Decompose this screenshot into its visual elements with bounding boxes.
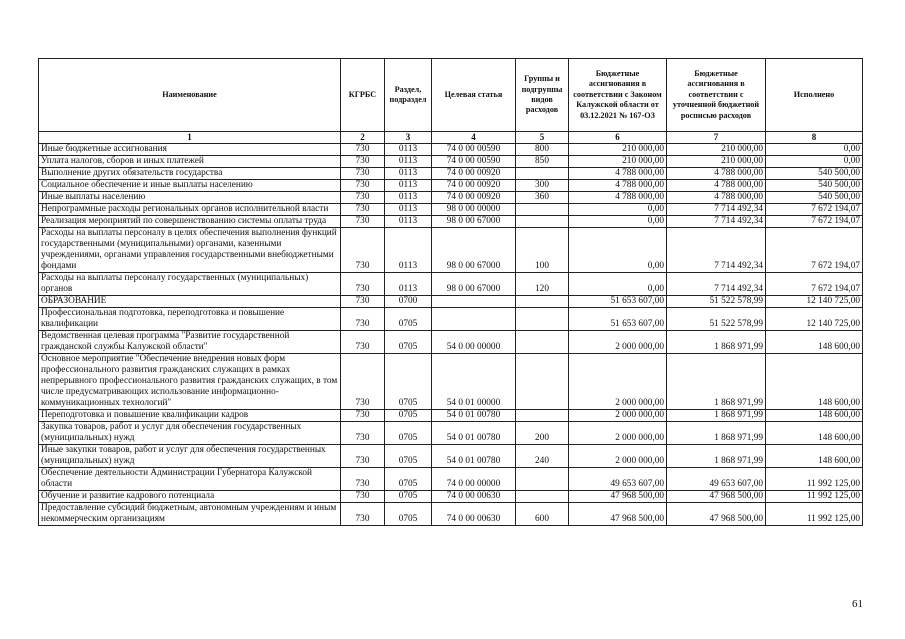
table-row	[39, 156, 863, 168]
table-row	[39, 228, 863, 273]
row-law-allocation: 51 653 607,00	[569, 296, 667, 308]
row-kgrbs: 730	[341, 296, 385, 308]
row-target-article: 98 0 00 00000	[432, 204, 516, 216]
row-law-allocation: 210 000,00	[569, 156, 667, 168]
header-row	[39, 59, 863, 132]
row-law-allocation: 49 653 607,00	[569, 468, 667, 491]
row-expense-type: 240	[516, 445, 569, 468]
row-expense-type: 850	[516, 156, 569, 168]
row-executed: 7 672 194,07	[766, 273, 863, 296]
row-executed: 148 600,00	[766, 422, 863, 445]
row-revised-allocation: 51 522 578,99	[667, 296, 766, 308]
row-name: ОБРАЗОВАНИЕ	[39, 296, 341, 308]
column-number-row	[39, 132, 863, 144]
row-expense-type: 300	[516, 180, 569, 192]
row-target-article: 54 0 01 00780	[432, 410, 516, 422]
row-target-article: 54 0 01 00000	[432, 354, 516, 410]
row-target-article	[432, 296, 516, 308]
row-executed: 12 140 725,00	[766, 308, 863, 331]
row-revised-allocation: 1 868 971,99	[667, 422, 766, 445]
row-expense-type	[516, 216, 569, 228]
row-executed: 0,00	[766, 156, 863, 168]
row-executed: 148 600,00	[766, 410, 863, 422]
row-kgrbs: 730	[341, 168, 385, 180]
header-target-article: Целевая статья	[432, 59, 516, 132]
row-law-allocation: 2 000 000,00	[569, 331, 667, 354]
row-revised-allocation: 7 714 492,34	[667, 216, 766, 228]
table-row	[39, 422, 863, 445]
row-section: 0705	[385, 410, 432, 422]
header-law-allocation: Бюджетные ассигнования в соответствии с Законом Калужской области от 03.12.2021 № 167-ОЗ	[569, 59, 667, 132]
column-number: 6	[569, 132, 667, 144]
table-row	[39, 308, 863, 331]
row-expense-type	[516, 410, 569, 422]
row-section: 0705	[385, 308, 432, 331]
page-number: 61	[852, 598, 863, 610]
row-name: Обеспечение деятельности Администрации Губернатора Калужской области	[39, 468, 341, 491]
row-revised-allocation: 1 868 971,99	[667, 410, 766, 422]
row-target-article: 54 0 01 00780	[432, 422, 516, 445]
row-law-allocation: 2 000 000,00	[569, 410, 667, 422]
row-kgrbs: 730	[341, 491, 385, 503]
row-law-allocation: 0,00	[569, 228, 667, 273]
row-revised-allocation: 4 788 000,00	[667, 192, 766, 204]
row-revised-allocation: 47 968 500,00	[667, 503, 766, 526]
row-name: Профессиональная подготовка, переподготовка и повышение квалификации	[39, 308, 341, 331]
row-executed: 540 500,00	[766, 180, 863, 192]
row-section: 0113	[385, 204, 432, 216]
header-section: Раздел, подраздел	[385, 59, 432, 132]
table-row	[39, 180, 863, 192]
row-revised-allocation: 210 000,00	[667, 144, 766, 156]
row-revised-allocation: 49 653 607,00	[667, 468, 766, 491]
row-expense-type	[516, 296, 569, 308]
row-section: 0113	[385, 144, 432, 156]
row-kgrbs: 730	[341, 422, 385, 445]
row-section: 0705	[385, 422, 432, 445]
row-revised-allocation: 210 000,00	[667, 156, 766, 168]
table-row	[39, 296, 863, 308]
row-name: Иные выплаты населению	[39, 192, 341, 204]
row-section: 0705	[385, 468, 432, 491]
row-kgrbs: 730	[341, 410, 385, 422]
row-revised-allocation: 1 868 971,99	[667, 331, 766, 354]
row-kgrbs: 730	[341, 144, 385, 156]
row-name: Уплата налогов, сборов и иных платежей	[39, 156, 341, 168]
row-law-allocation: 2 000 000,00	[569, 445, 667, 468]
row-target-article: 74 0 00 00920	[432, 180, 516, 192]
row-expense-type: 360	[516, 192, 569, 204]
row-section: 0113	[385, 192, 432, 204]
column-number: 1	[39, 132, 341, 144]
row-target-article: 74 0 00 00920	[432, 168, 516, 180]
table-row	[39, 445, 863, 468]
row-target-article	[432, 308, 516, 331]
row-section: 0113	[385, 273, 432, 296]
row-expense-type: 200	[516, 422, 569, 445]
row-kgrbs: 730	[341, 216, 385, 228]
row-executed: 540 500,00	[766, 192, 863, 204]
row-target-article: 98 0 00 67000	[432, 273, 516, 296]
row-kgrbs: 730	[341, 445, 385, 468]
budget-table-page	[38, 58, 862, 526]
row-law-allocation: 2 000 000,00	[569, 354, 667, 410]
row-expense-type	[516, 331, 569, 354]
row-section: 0705	[385, 331, 432, 354]
row-section: 0113	[385, 156, 432, 168]
row-name: Социальное обеспечение и иные выплаты населению	[39, 180, 341, 192]
row-name: Ведомственная целевая программа "Развитие государственной гражданской службы Калужской области"	[39, 331, 341, 354]
table-row	[39, 204, 863, 216]
table-row	[39, 273, 863, 296]
row-section: 0113	[385, 228, 432, 273]
row-name: Реализация мероприятий по совершенствованию системы оплаты труда	[39, 216, 341, 228]
table-row	[39, 503, 863, 526]
row-name: Предоставление субсидий бюджетным, автономным учреждениям и иным некоммерческим организациям	[39, 503, 341, 526]
row-kgrbs: 730	[341, 228, 385, 273]
column-number: 8	[766, 132, 863, 144]
row-executed: 7 672 194,07	[766, 228, 863, 273]
row-name: Расходы на выплаты персоналу государственных (муниципальных) органов	[39, 273, 341, 296]
column-number: 3	[385, 132, 432, 144]
row-law-allocation: 47 968 500,00	[569, 503, 667, 526]
table-row	[39, 410, 863, 422]
row-target-article: 98 0 00 67000	[432, 228, 516, 273]
budget-table	[38, 58, 863, 526]
row-kgrbs: 730	[341, 273, 385, 296]
row-kgrbs: 730	[341, 503, 385, 526]
row-revised-allocation: 7 714 492,34	[667, 204, 766, 216]
row-expense-type: 600	[516, 503, 569, 526]
row-expense-type: 800	[516, 144, 569, 156]
row-revised-allocation: 1 868 971,99	[667, 445, 766, 468]
row-section: 0705	[385, 445, 432, 468]
row-law-allocation: 0,00	[569, 273, 667, 296]
row-executed: 7 672 194,07	[766, 216, 863, 228]
table-row	[39, 144, 863, 156]
row-executed: 11 992 125,00	[766, 503, 863, 526]
row-section: 0700	[385, 296, 432, 308]
row-law-allocation: 0,00	[569, 204, 667, 216]
column-number: 2	[341, 132, 385, 144]
row-law-allocation: 47 968 500,00	[569, 491, 667, 503]
row-expense-type: 100	[516, 228, 569, 273]
column-number: 5	[516, 132, 569, 144]
row-expense-type	[516, 354, 569, 410]
row-revised-allocation: 1 868 971,99	[667, 354, 766, 410]
row-section: 0705	[385, 491, 432, 503]
row-expense-type	[516, 204, 569, 216]
row-target-article: 54 0 01 00780	[432, 445, 516, 468]
row-law-allocation: 0,00	[569, 216, 667, 228]
row-section: 0113	[385, 216, 432, 228]
header-kgrbs: КГРБС	[341, 59, 385, 132]
row-revised-allocation: 4 788 000,00	[667, 168, 766, 180]
table-row	[39, 491, 863, 503]
row-executed: 148 600,00	[766, 445, 863, 468]
row-law-allocation: 4 788 000,00	[569, 180, 667, 192]
row-name: Непрограммные расходы региональных органов исполнительной власти	[39, 204, 341, 216]
row-section: 0113	[385, 180, 432, 192]
row-executed: 7 672 194,07	[766, 204, 863, 216]
row-kgrbs: 730	[341, 156, 385, 168]
row-kgrbs: 730	[341, 468, 385, 491]
column-number: 7	[667, 132, 766, 144]
row-section: 0705	[385, 354, 432, 410]
header-executed: Исполнено	[766, 59, 863, 132]
row-target-article: 74 0 00 00920	[432, 192, 516, 204]
table-row	[39, 216, 863, 228]
table-row	[39, 331, 863, 354]
row-expense-type: 120	[516, 273, 569, 296]
row-revised-allocation: 51 522 578,99	[667, 308, 766, 331]
table-row	[39, 354, 863, 410]
table-row	[39, 468, 863, 491]
row-target-article: 74 0 00 00630	[432, 491, 516, 503]
row-name: Расходы на выплаты персоналу в целях обеспечения выполнения функций государственными (муниципальными) органами, казенными учреждениями, органами управления государственными внебюджетными фондами	[39, 228, 341, 273]
row-executed: 12 140 725,00	[766, 296, 863, 308]
row-executed: 540 500,00	[766, 168, 863, 180]
row-revised-allocation: 4 788 000,00	[667, 180, 766, 192]
row-section: 0705	[385, 503, 432, 526]
row-name: Иные закупки товаров, работ и услуг для обеспечения государственных (муниципальных) нужд	[39, 445, 341, 468]
row-expense-type	[516, 308, 569, 331]
header-revised-allocation: Бюджетные ассигнования в соответствии с уточненной бюджетной росписью расходов	[667, 59, 766, 132]
row-section: 0113	[385, 168, 432, 180]
row-law-allocation: 4 788 000,00	[569, 192, 667, 204]
row-kgrbs: 730	[341, 192, 385, 204]
row-executed: 148 600,00	[766, 331, 863, 354]
row-target-article: 74 0 00 00590	[432, 144, 516, 156]
row-law-allocation: 4 788 000,00	[569, 168, 667, 180]
row-name: Закупка товаров, работ и услуг для обеспечения государственных (муниципальных) нужд	[39, 422, 341, 445]
row-expense-type	[516, 168, 569, 180]
row-kgrbs: 730	[341, 180, 385, 192]
row-name: Переподготовка и повышение квалификации кадров	[39, 410, 341, 422]
row-target-article: 74 0 00 00000	[432, 468, 516, 491]
row-kgrbs: 730	[341, 204, 385, 216]
row-target-article: 74 0 00 00590	[432, 156, 516, 168]
row-revised-allocation: 7 714 492,34	[667, 228, 766, 273]
row-law-allocation: 210 000,00	[569, 144, 667, 156]
row-executed: 11 992 125,00	[766, 468, 863, 491]
row-kgrbs: 730	[341, 331, 385, 354]
row-kgrbs: 730	[341, 354, 385, 410]
row-revised-allocation: 7 714 492,34	[667, 273, 766, 296]
row-expense-type	[516, 468, 569, 491]
row-name: Обучение и развитие кадрового потенциала	[39, 491, 341, 503]
row-revised-allocation: 47 968 500,00	[667, 491, 766, 503]
row-law-allocation: 51 653 607,00	[569, 308, 667, 331]
row-executed: 0,00	[766, 144, 863, 156]
table-row	[39, 168, 863, 180]
header-expense-type: Группы и подгруппы видов расходов	[516, 59, 569, 132]
row-name: Основное мероприятие "Обеспечение внедрения новых форм профессионального развития гражданских служащих в рамках непрерывного профессионального развития гражданских служащих, в том числе предусматривающих использование информационно-коммуникационных технологий"	[39, 354, 341, 410]
row-kgrbs: 730	[341, 308, 385, 331]
row-law-allocation: 2 000 000,00	[569, 422, 667, 445]
column-number: 4	[432, 132, 516, 144]
row-target-article: 74 0 00 00630	[432, 503, 516, 526]
header-name: Наименование	[39, 59, 341, 132]
row-name: Выполнение других обязательств государства	[39, 168, 341, 180]
row-name: Иные бюджетные ассигнования	[39, 144, 341, 156]
row-target-article: 98 0 00 67000	[432, 216, 516, 228]
row-executed: 148 600,00	[766, 354, 863, 410]
table-row	[39, 192, 863, 204]
row-executed: 11 992 125,00	[766, 491, 863, 503]
row-target-article: 54 0 00 00000	[432, 331, 516, 354]
row-expense-type	[516, 491, 569, 503]
